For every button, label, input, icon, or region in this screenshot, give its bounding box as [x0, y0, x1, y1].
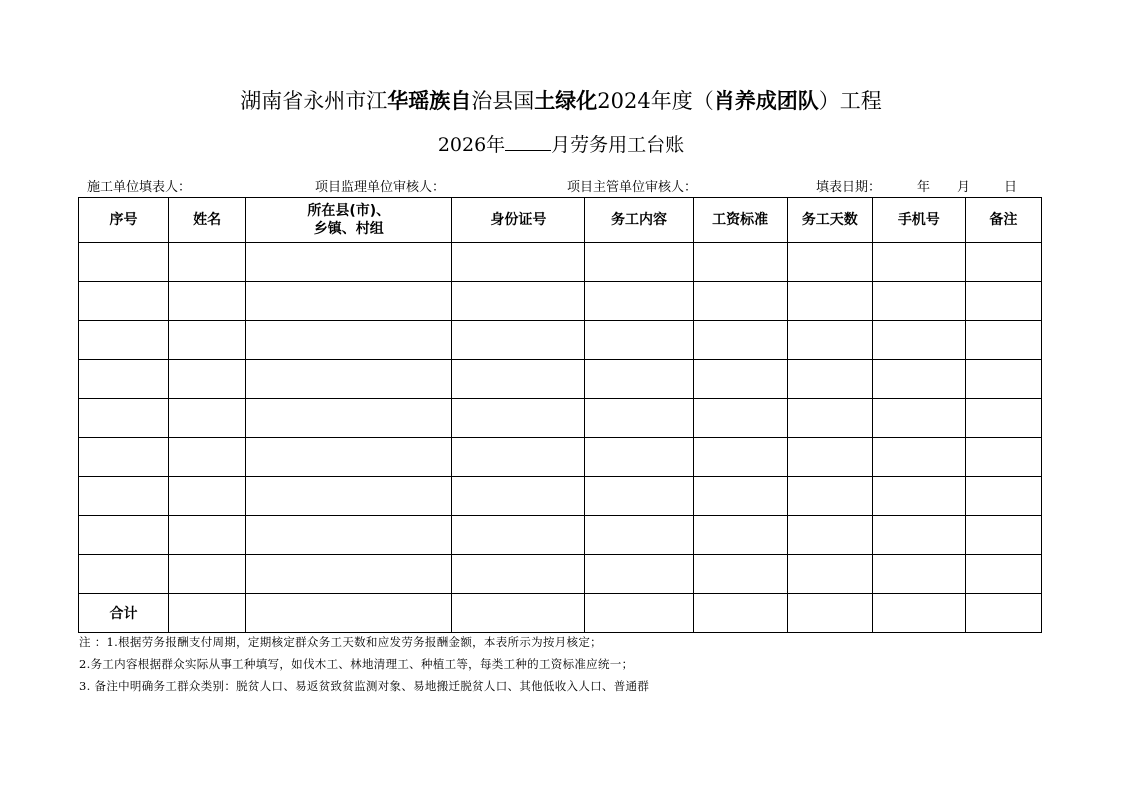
table-cell[interactable] [452, 516, 585, 555]
header-row [79, 198, 1042, 243]
table-cell[interactable] [693, 555, 787, 594]
subtitle-year: 2026年 [437, 134, 506, 156]
table-cell[interactable] [872, 477, 965, 516]
table-cell[interactable] [693, 243, 787, 282]
table-cell[interactable] [79, 243, 169, 282]
total-cell[interactable] [693, 594, 787, 633]
table-row [79, 360, 1042, 399]
table-cell[interactable] [693, 321, 787, 360]
table-cell[interactable] [169, 243, 246, 282]
table-cell[interactable] [585, 438, 693, 477]
table-cell[interactable] [246, 399, 452, 438]
table-cell[interactable] [246, 243, 452, 282]
table-cell[interactable] [246, 477, 452, 516]
footnote-1: 注 ：1.根据劳务报酬支付周期，定期核定群众务工天数和应发劳务报酬金额，本表所示为按月核定； [79, 635, 602, 649]
table-cell[interactable] [79, 438, 169, 477]
table-cell[interactable] [452, 555, 585, 594]
table-cell[interactable] [452, 243, 585, 282]
table-cell[interactable] [787, 555, 872, 594]
header-location [246, 198, 452, 243]
total-cell[interactable] [246, 594, 452, 633]
table-cell[interactable] [872, 438, 965, 477]
table-cell[interactable] [585, 477, 693, 516]
table-cell[interactable] [585, 399, 693, 438]
date-month-label: 月 [957, 180, 971, 195]
table-cell[interactable] [872, 360, 965, 399]
table-cell[interactable] [787, 516, 872, 555]
table-cell[interactable] [585, 243, 693, 282]
table-cell[interactable] [872, 321, 965, 360]
table-row [79, 477, 1042, 516]
table-cell[interactable] [965, 477, 1041, 516]
header-id: 身份证号 [452, 198, 585, 243]
table-cell[interactable] [693, 516, 787, 555]
table-cell[interactable] [79, 399, 169, 438]
table-cell[interactable] [452, 399, 585, 438]
table-cell[interactable] [872, 282, 965, 321]
table-cell[interactable] [693, 360, 787, 399]
table-cell[interactable] [452, 438, 585, 477]
table-cell[interactable] [452, 282, 585, 321]
table-cell[interactable] [787, 399, 872, 438]
construction-filler-label: 施工单位填表人： [87, 180, 192, 195]
table-cell[interactable] [246, 555, 452, 594]
document-title [0, 86, 1122, 116]
table-cell[interactable] [79, 516, 169, 555]
table-cell[interactable] [169, 321, 246, 360]
footnote-3: 3. 备注中明确务工群众类别：脱贫人口、易返贫致贫监测对象、易地搬迁脱贫人口、其他低收入人口、普通群 [79, 679, 650, 693]
table-row [79, 438, 1042, 477]
table-cell[interactable] [169, 477, 246, 516]
subtitle-text: 月劳务用工台账 [551, 134, 685, 156]
table-cell[interactable] [246, 516, 452, 555]
table-row [79, 243, 1042, 282]
table-cell[interactable] [169, 360, 246, 399]
table-cell[interactable] [787, 438, 872, 477]
table-cell[interactable] [79, 477, 169, 516]
table-cell[interactable] [693, 399, 787, 438]
table-cell[interactable] [787, 243, 872, 282]
table-cell[interactable] [693, 438, 787, 477]
title-part-bold: 华瑶族自 [387, 89, 472, 113]
table-cell[interactable] [965, 555, 1041, 594]
table-row [79, 555, 1042, 594]
header-phone: 手机号 [872, 198, 965, 243]
table-cell[interactable] [585, 360, 693, 399]
table-cell[interactable] [787, 282, 872, 321]
footnote-2: 2.务工内容根据群众实际从事工种填写，如伐木工、林地清理工、种植工等，每类工种的工资标准应统一； [79, 657, 634, 671]
table-cell[interactable] [246, 438, 452, 477]
table-cell[interactable] [452, 477, 585, 516]
table-row [79, 399, 1042, 438]
table-cell[interactable] [169, 516, 246, 555]
table-cell[interactable] [872, 516, 965, 555]
fill-date-label: 填表日期： [816, 180, 882, 195]
table-cell[interactable] [169, 399, 246, 438]
header-wage: 工资标准 [693, 198, 787, 243]
header-days: 务工天数 [787, 198, 872, 243]
table-cell[interactable] [169, 282, 246, 321]
table-cell[interactable] [79, 282, 169, 321]
table-cell[interactable] [693, 477, 787, 516]
table-cell[interactable] [585, 555, 693, 594]
total-cell[interactable] [787, 594, 872, 633]
total-cell[interactable] [965, 594, 1041, 633]
table-cell[interactable] [246, 360, 452, 399]
table-cell[interactable] [787, 321, 872, 360]
title-part: 治县国 [471, 89, 535, 113]
table-cell[interactable] [169, 555, 246, 594]
table-cell[interactable] [787, 360, 872, 399]
title-part: 2024年度（ [597, 89, 714, 113]
document-subtitle [0, 131, 1122, 159]
table-cell[interactable] [79, 321, 169, 360]
table-row [79, 321, 1042, 360]
total-cell[interactable] [872, 594, 965, 633]
table-cell[interactable] [872, 555, 965, 594]
table-cell[interactable] [79, 360, 169, 399]
total-cell[interactable] [452, 594, 585, 633]
header-location-line2: 乡镇、村组 [313, 221, 384, 237]
table-cell[interactable] [872, 243, 965, 282]
table-cell[interactable] [693, 282, 787, 321]
table-cell[interactable] [246, 321, 452, 360]
footnotes [79, 631, 649, 697]
authority-reviewer-label: 项目主管单位审核人： [567, 180, 698, 195]
table-cell[interactable] [79, 555, 169, 594]
table-cell[interactable] [965, 516, 1041, 555]
header-work: 务工内容 [585, 198, 693, 243]
total-cell[interactable] [169, 594, 246, 633]
table-cell[interactable] [452, 360, 585, 399]
table-cell[interactable] [965, 243, 1041, 282]
table-cell[interactable] [965, 360, 1041, 399]
total-label: 合计 [79, 594, 169, 633]
table-cell[interactable] [585, 516, 693, 555]
title-part-bold: 肖养成团队 [713, 89, 819, 113]
date-day-label: 日 [1004, 180, 1018, 195]
date-year-label: 年 [917, 180, 931, 195]
total-row [79, 594, 1042, 633]
header-name: 姓名 [169, 198, 246, 243]
table-cell[interactable] [452, 321, 585, 360]
title-part: ）工程 [818, 89, 882, 113]
supervision-reviewer-label: 项目监理单位审核人： [315, 180, 446, 195]
header-remark: 备注 [965, 198, 1041, 243]
table-cell[interactable] [965, 282, 1041, 321]
month-blank [505, 132, 551, 151]
table-cell[interactable] [246, 282, 452, 321]
labor-ledger-table [78, 197, 1042, 633]
table-cell[interactable] [585, 282, 693, 321]
total-cell[interactable] [585, 594, 693, 633]
table-cell[interactable] [965, 321, 1041, 360]
table-cell[interactable] [965, 399, 1041, 438]
table-cell[interactable] [787, 477, 872, 516]
table-cell[interactable] [965, 438, 1041, 477]
header-seq: 序号 [79, 198, 169, 243]
header-location-line1: 所在县(市)、 [307, 203, 391, 219]
table-cell[interactable] [872, 399, 965, 438]
table-cell[interactable] [169, 438, 246, 477]
title-part-bold: 土绿化 [534, 89, 598, 113]
table-row [79, 282, 1042, 321]
title-part: 湖南省永州市江 [240, 89, 388, 113]
table-cell[interactable] [585, 321, 693, 360]
table-row [79, 516, 1042, 555]
